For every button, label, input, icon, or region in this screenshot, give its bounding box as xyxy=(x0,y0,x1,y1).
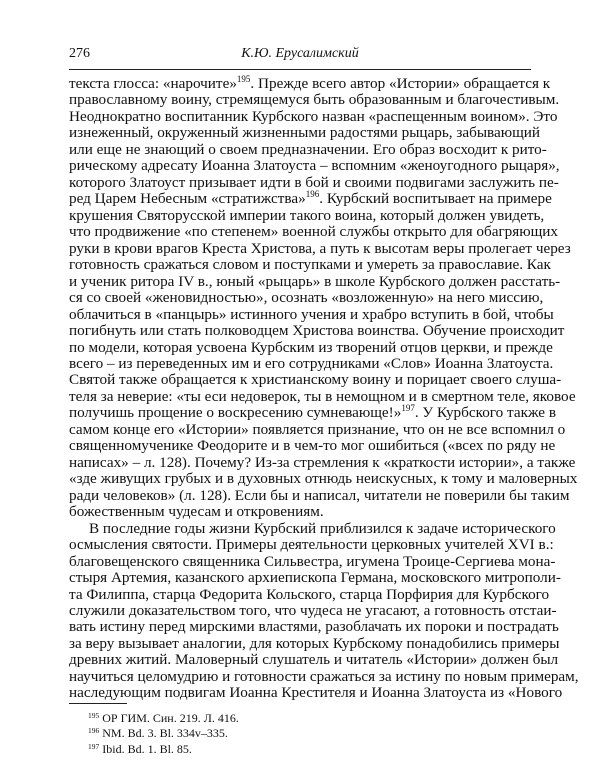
text-segment: облачиться в «панцырь» истинного учения и храбро вступить в бой, чтобы xyxy=(69,305,554,323)
header-rule xyxy=(69,69,531,70)
text-line xyxy=(69,618,559,636)
text-segment: ред Царем Небесным «стратижства» xyxy=(69,190,306,208)
text-line xyxy=(69,107,558,125)
text-line xyxy=(69,239,571,257)
text-segment: православному воину, стремящемуся быть образованным и благочестивым. xyxy=(69,91,560,109)
text-segment: получишь прощение о воскресению сумневающе!» xyxy=(69,404,402,422)
text-line xyxy=(69,569,561,587)
text-line xyxy=(69,305,554,323)
text-line xyxy=(69,536,554,554)
text-line xyxy=(69,371,562,389)
text-segment: и ученик ритора IV в., юный «рыцарь» в школе Курбского должен расстать- xyxy=(69,272,561,290)
footnote xyxy=(88,742,239,757)
footnote-ref[interactable]: 197 xyxy=(401,403,415,414)
text-segment: «зде живущих грубых и в духовных отнюдь неискусных, к тому и маловерных xyxy=(69,470,578,488)
text-segment: . Прежде всего автор «Истории» обращается к xyxy=(250,75,551,92)
text-segment: древних житий. Маловерный слушатель и читатель «Истории» должен был xyxy=(69,651,559,669)
text-segment: . У Курбского также в xyxy=(414,404,556,422)
text-segment: Святой также обращается к христианскому воину и порицает своего слуша- xyxy=(69,371,562,389)
footnote-text: NM. Bd. 3. Bl. 334v–335. xyxy=(102,726,228,741)
text-line xyxy=(69,322,565,340)
footnote-ref[interactable]: 195 xyxy=(236,74,251,84)
text-line xyxy=(69,338,553,356)
footnote-text: Ibid. Bd. 1. Bl. 85. xyxy=(102,741,192,756)
text-line xyxy=(69,189,552,208)
footnote-number: 197 xyxy=(88,741,100,751)
running-title: К.Ю. Ерусалимский xyxy=(241,46,359,61)
text-segment: рическому адресату Иоанна Златоуста – вспомним «женоугодного рыцаря», xyxy=(69,157,560,175)
page-number: 276 xyxy=(69,46,90,61)
text-segment: всего – из переведенных им и его сотрудниками «Слов» Иоанна Златоуста. xyxy=(69,354,554,372)
text-line xyxy=(69,256,551,274)
body-text xyxy=(69,74,579,702)
text-line xyxy=(69,470,578,488)
text-line xyxy=(69,667,579,685)
text-segment: научиться целомудрию и готовности сражаться за истину по новым примерам, xyxy=(69,667,579,685)
text-line xyxy=(69,420,566,438)
text-line xyxy=(69,684,563,702)
text-segment: теля за неверие: «ты еси недоверок, ты в немощном и в смертном теле, яковое xyxy=(69,387,576,405)
text-line xyxy=(69,486,570,504)
text-line xyxy=(69,354,554,372)
text-line xyxy=(69,91,560,109)
text-segment: В последние годы жизни Курбский приблизился к задаче исторического xyxy=(89,519,556,537)
text-line xyxy=(69,272,561,290)
text-segment: крушения Святорусской империи такого воина, который должен увидеть, xyxy=(69,206,545,224)
text-line xyxy=(69,124,541,142)
text-line xyxy=(69,173,559,191)
text-line xyxy=(69,552,556,570)
text-line xyxy=(69,651,559,669)
text-segment: или еще не знающий о своем предназначении. Его образ восходит к рито- xyxy=(69,140,547,158)
text-segment: руки в крови врагов Креста Христова, а путь к высотам веры пролегает через xyxy=(69,239,571,257)
footnote-number: 196 xyxy=(88,726,100,736)
text-segment: ся со своей «женовидностью», осознать «возложенную» на него миссию, xyxy=(69,289,544,307)
footnote-ref[interactable]: 196 xyxy=(305,189,320,200)
text-segment: служили доказательством того, что чудеса не угасают, а готовность отстаи- xyxy=(69,602,557,619)
text-segment: вать истину перед мирскими властями, разоблачать их пороки и пострадать xyxy=(69,618,559,636)
text-segment: ради человеков» (л. 128). Если бы и написал, читатели не поверили бы таким xyxy=(69,486,570,504)
text-segment: по модели, которая усвоена Курбским из творений отцов церкви, и прежде xyxy=(69,338,553,356)
text-line xyxy=(69,453,576,471)
running-header xyxy=(69,46,531,66)
text-line xyxy=(69,157,560,175)
text-line xyxy=(69,289,544,307)
footnotes xyxy=(88,711,239,757)
text-line xyxy=(69,602,557,619)
text-segment: священномученике Феодорите и в чем-то мог ошибиться («всех по ряду не xyxy=(69,437,556,455)
text-line xyxy=(69,504,531,520)
text-line xyxy=(69,437,556,455)
footnote xyxy=(88,726,239,741)
text-line xyxy=(69,140,547,158)
text-line xyxy=(69,585,550,603)
text-segment: готовность сражаться словом и поступками и умереть за православие. Как xyxy=(69,256,551,274)
text-segment: которого Златоуст призывает идти в бой и своими подвигами заслужить пе- xyxy=(69,173,559,191)
text-line xyxy=(69,74,551,92)
text-line xyxy=(69,403,556,422)
text-segment: написах» – л. 128). Почему? Из-за стремления к «краткости истории», а также xyxy=(69,453,576,471)
text-segment: погибнуть или стать полководцем Христова воинства. Обучение происходит xyxy=(69,322,565,340)
text-segment: изнеженный, окруженный жизненными радостями рыцарь, забывающий xyxy=(69,124,541,142)
text-segment: наследующим подвигам Иоанна Крестителя и Иоанна Златоуста из «Нового xyxy=(69,684,563,702)
text-segment: стыря Артемия, казанского архиепископа Германа, московского митрополи- xyxy=(69,569,561,587)
footnote-text: ОР ГИМ. Син. 219. Л. 416. xyxy=(102,711,239,725)
text-segment: текста глосса: «нарочите» xyxy=(69,75,237,92)
text-segment: божественным чудесам и откровениям. xyxy=(69,503,324,521)
text-line xyxy=(69,206,545,224)
text-segment: самом конце его «Истории» появляется признание, что он не все вспомнил о xyxy=(69,420,566,438)
text-segment: благовещенского священника Сильвестра, игумена Троице-Сергиева мона- xyxy=(69,552,556,570)
footnote-rule xyxy=(69,703,127,704)
text-segment: . Курбский воспитывает на примере xyxy=(319,190,552,208)
text-line xyxy=(69,519,556,537)
text-segment: осмысления святости. Примеры деятельности церковных учителей XVI в.: xyxy=(69,536,554,554)
text-segment: та Филиппа, старца Федорита Кольского, старца Порфирия для Курбского xyxy=(69,585,550,603)
text-line xyxy=(69,634,560,652)
footnote xyxy=(88,711,239,726)
text-segment: за веру вызывает аналогии, для которых Курбскому понадобились примеры xyxy=(69,634,560,652)
text-line xyxy=(69,387,576,405)
text-segment: Неоднократно воспитанник Курбского назван «распещенным воином». Это xyxy=(69,107,558,125)
text-segment: что продвижение «по степенем» военной службы открыто для обагряющих xyxy=(69,223,559,241)
text-line xyxy=(69,223,559,241)
footnote-number: 195 xyxy=(88,711,100,720)
